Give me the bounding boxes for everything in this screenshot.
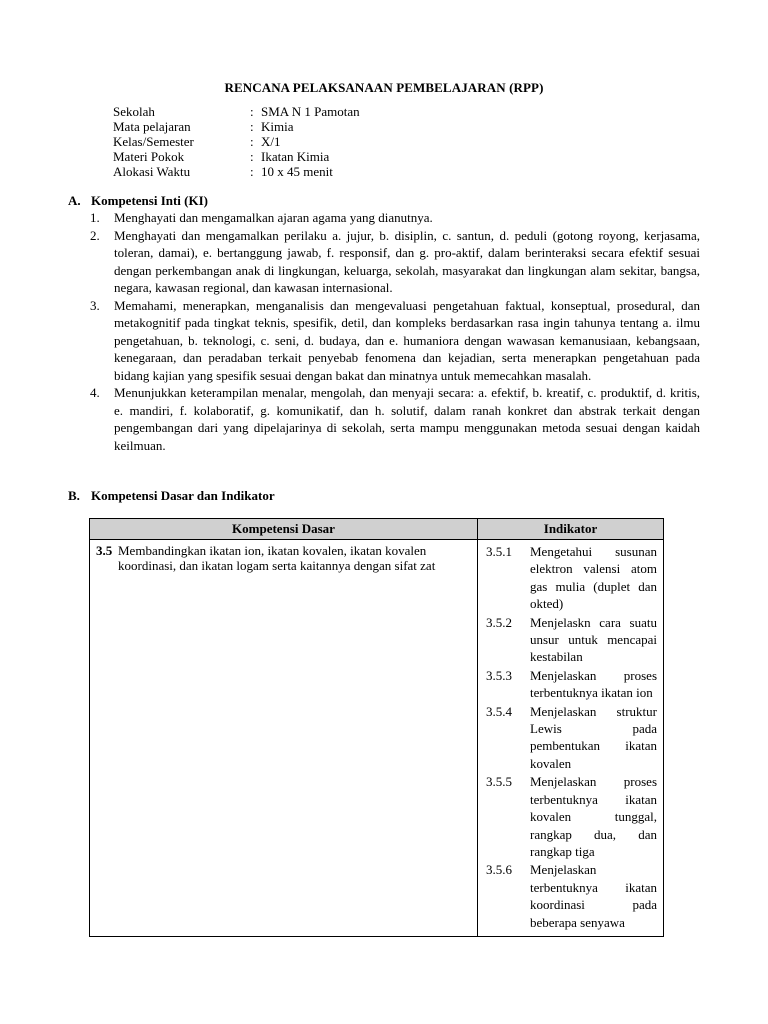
identity-row-topic bbox=[113, 149, 360, 164]
kd-cell bbox=[90, 540, 478, 937]
list-item bbox=[90, 384, 700, 454]
indicator-item bbox=[486, 667, 657, 702]
indicator-code: 3.5.6 bbox=[486, 862, 512, 878]
indicator-code: 3.5.4 bbox=[486, 703, 512, 719]
identity-value: 10 x 45 menit bbox=[261, 164, 333, 179]
identity-label: Mata pelajaran bbox=[113, 119, 191, 134]
list-text: Memahami, menerapkan, menganalisis dan mengevaluasi pengetahuan faktual, konseptual, prosedural, dan metakognitif pada tingkat teknis, spesifik, detil, dan kompleks berdasarkan rasa ingin tahunya tentang a. ilmu pengetahuan, b. teknologi, c. seni, d. budaya, dan e. humaniora dengan wawasan kemanusiaan, kebangsaan, kenegaraan, dan peradaban terkait penyebab fenomena dan kejadian, serta menerapkan pengetahuan pada bidang kajian yang spesifik sesuai dengan bakat dan minatnya untuk memecahkan masalah. bbox=[114, 297, 700, 383]
section-a-heading bbox=[68, 193, 208, 209]
indicator-text: Menjelaskn cara suatu unsur untuk mencapai kestabilan bbox=[530, 614, 657, 665]
indicator-code: 3.5.1 bbox=[486, 544, 512, 559]
list-item bbox=[90, 209, 700, 227]
list-text: Menghayati dan mengamalkan ajaran agama yang dianutnya. bbox=[114, 210, 433, 225]
identity-label: Alokasi Waktu bbox=[113, 164, 191, 179]
list-item bbox=[90, 227, 700, 297]
identity-colon: : bbox=[250, 104, 254, 119]
list-number: 1. bbox=[90, 210, 100, 225]
list-number: 4. bbox=[90, 385, 100, 400]
section-title: Kompetensi Dasar dan Indikator bbox=[91, 488, 275, 503]
indicator-item bbox=[486, 703, 657, 773]
identity-colon: : bbox=[250, 149, 254, 164]
indicator-item bbox=[486, 543, 657, 613]
identity-value: Kimia bbox=[261, 119, 294, 134]
table-header-kd: Kompetensi Dasar bbox=[90, 519, 478, 540]
identity-row-time bbox=[113, 164, 360, 179]
indicator-text: Menjelaskan proses terbentuknya ikatan kovalen tunggal, rangkap dua, dan rangkap tiga bbox=[530, 774, 657, 859]
identity-colon: : bbox=[250, 119, 254, 134]
core-competence-list bbox=[90, 209, 700, 454]
list-text: Menunjukkan keterampilan menalar, mengolah, dan menyaji secara: a. efektif, b. kreatif, c. produktif, d. kritis, e. mandiri, f. kolaboratif, g. komunikatif, dan h. solutif, dalam ranah konkret dan abstrak terkait dengan pengembangan dari yang dipelajarinya di sekolah, serta mampu menggunakan metoda sesuai dengan kaidah keilmuan. bbox=[114, 385, 700, 453]
indicator-text: Mengetahui susunan elektron valensi atom gas mulia (duplet dan okted) bbox=[530, 544, 657, 612]
indicator-code: 3.5.2 bbox=[486, 614, 512, 630]
indicator-code: 3.5.3 bbox=[486, 667, 512, 683]
indicator-text: Menjelaskan terbentuknya ikatan koordinasi pada beberapa senyawa bbox=[530, 862, 657, 930]
list-item bbox=[90, 297, 700, 385]
indicator-item bbox=[486, 614, 657, 666]
kd-text: Membandingkan ikatan ion, ikatan kovalen, ikatan kovalen koordinasi, dan ikatan logam serta kaitannya dengan sifat zat bbox=[118, 543, 436, 573]
kd-entry bbox=[96, 543, 471, 573]
identity-value: X/1 bbox=[261, 134, 281, 149]
list-number: 3. bbox=[90, 297, 100, 313]
identity-colon: : bbox=[250, 134, 254, 149]
table-row bbox=[90, 540, 664, 937]
section-b-heading bbox=[68, 488, 275, 504]
identity-row-class bbox=[113, 134, 360, 149]
identity-label: Materi Pokok bbox=[113, 149, 185, 164]
identity-value: SMA N 1 Pamotan bbox=[261, 104, 360, 119]
identity-row-subject bbox=[113, 119, 360, 134]
indicator-text: Menjelaskan struktur Lewis pada pembentukan ikatan kovalen bbox=[530, 703, 657, 771]
indicator-item bbox=[486, 773, 657, 860]
identity-label: Kelas/Semester bbox=[113, 134, 194, 149]
identity-value: Ikatan Kimia bbox=[261, 149, 330, 164]
table-header-indicator: Indikator bbox=[478, 519, 664, 540]
kd-code: 3.5 bbox=[96, 543, 113, 558]
list-text: Menghayati dan mengamalkan perilaku a. jujur, b. disiplin, c. santun, d. peduli (gotong royong, kerjasama, toleran, damai), e. bertanggung jawab, f. responsif, dan g. pro-aktif, dalam berinteraksi secara efektif sesuai dengan perkembangan anak di lingkungan, keluarga, sekolah, masyarakat dan lingkungan alam sekitar, bangsa, negara, kawasan regional, dan kawasan internasional. bbox=[114, 227, 700, 295]
table-header-row bbox=[90, 519, 664, 540]
indicator-item bbox=[486, 861, 657, 931]
indicator-cell bbox=[478, 540, 664, 937]
section-letter: B. bbox=[68, 488, 80, 503]
competence-table bbox=[89, 518, 664, 937]
section-title: Kompetensi Inti (KI) bbox=[91, 193, 208, 208]
identity-row-school bbox=[113, 104, 360, 119]
list-number: 2. bbox=[90, 227, 100, 243]
document-title: RENCANA PELAKSANAAN PEMBELAJARAN (RPP) bbox=[224, 80, 544, 95]
section-letter: A. bbox=[68, 193, 81, 208]
indicator-code: 3.5.5 bbox=[486, 774, 512, 790]
identity-colon: : bbox=[250, 164, 254, 179]
indicator-text: Menjelaskan proses terbentuknya ikatan ion bbox=[530, 667, 657, 701]
identity-block bbox=[113, 104, 360, 179]
identity-label: Sekolah bbox=[113, 104, 155, 119]
